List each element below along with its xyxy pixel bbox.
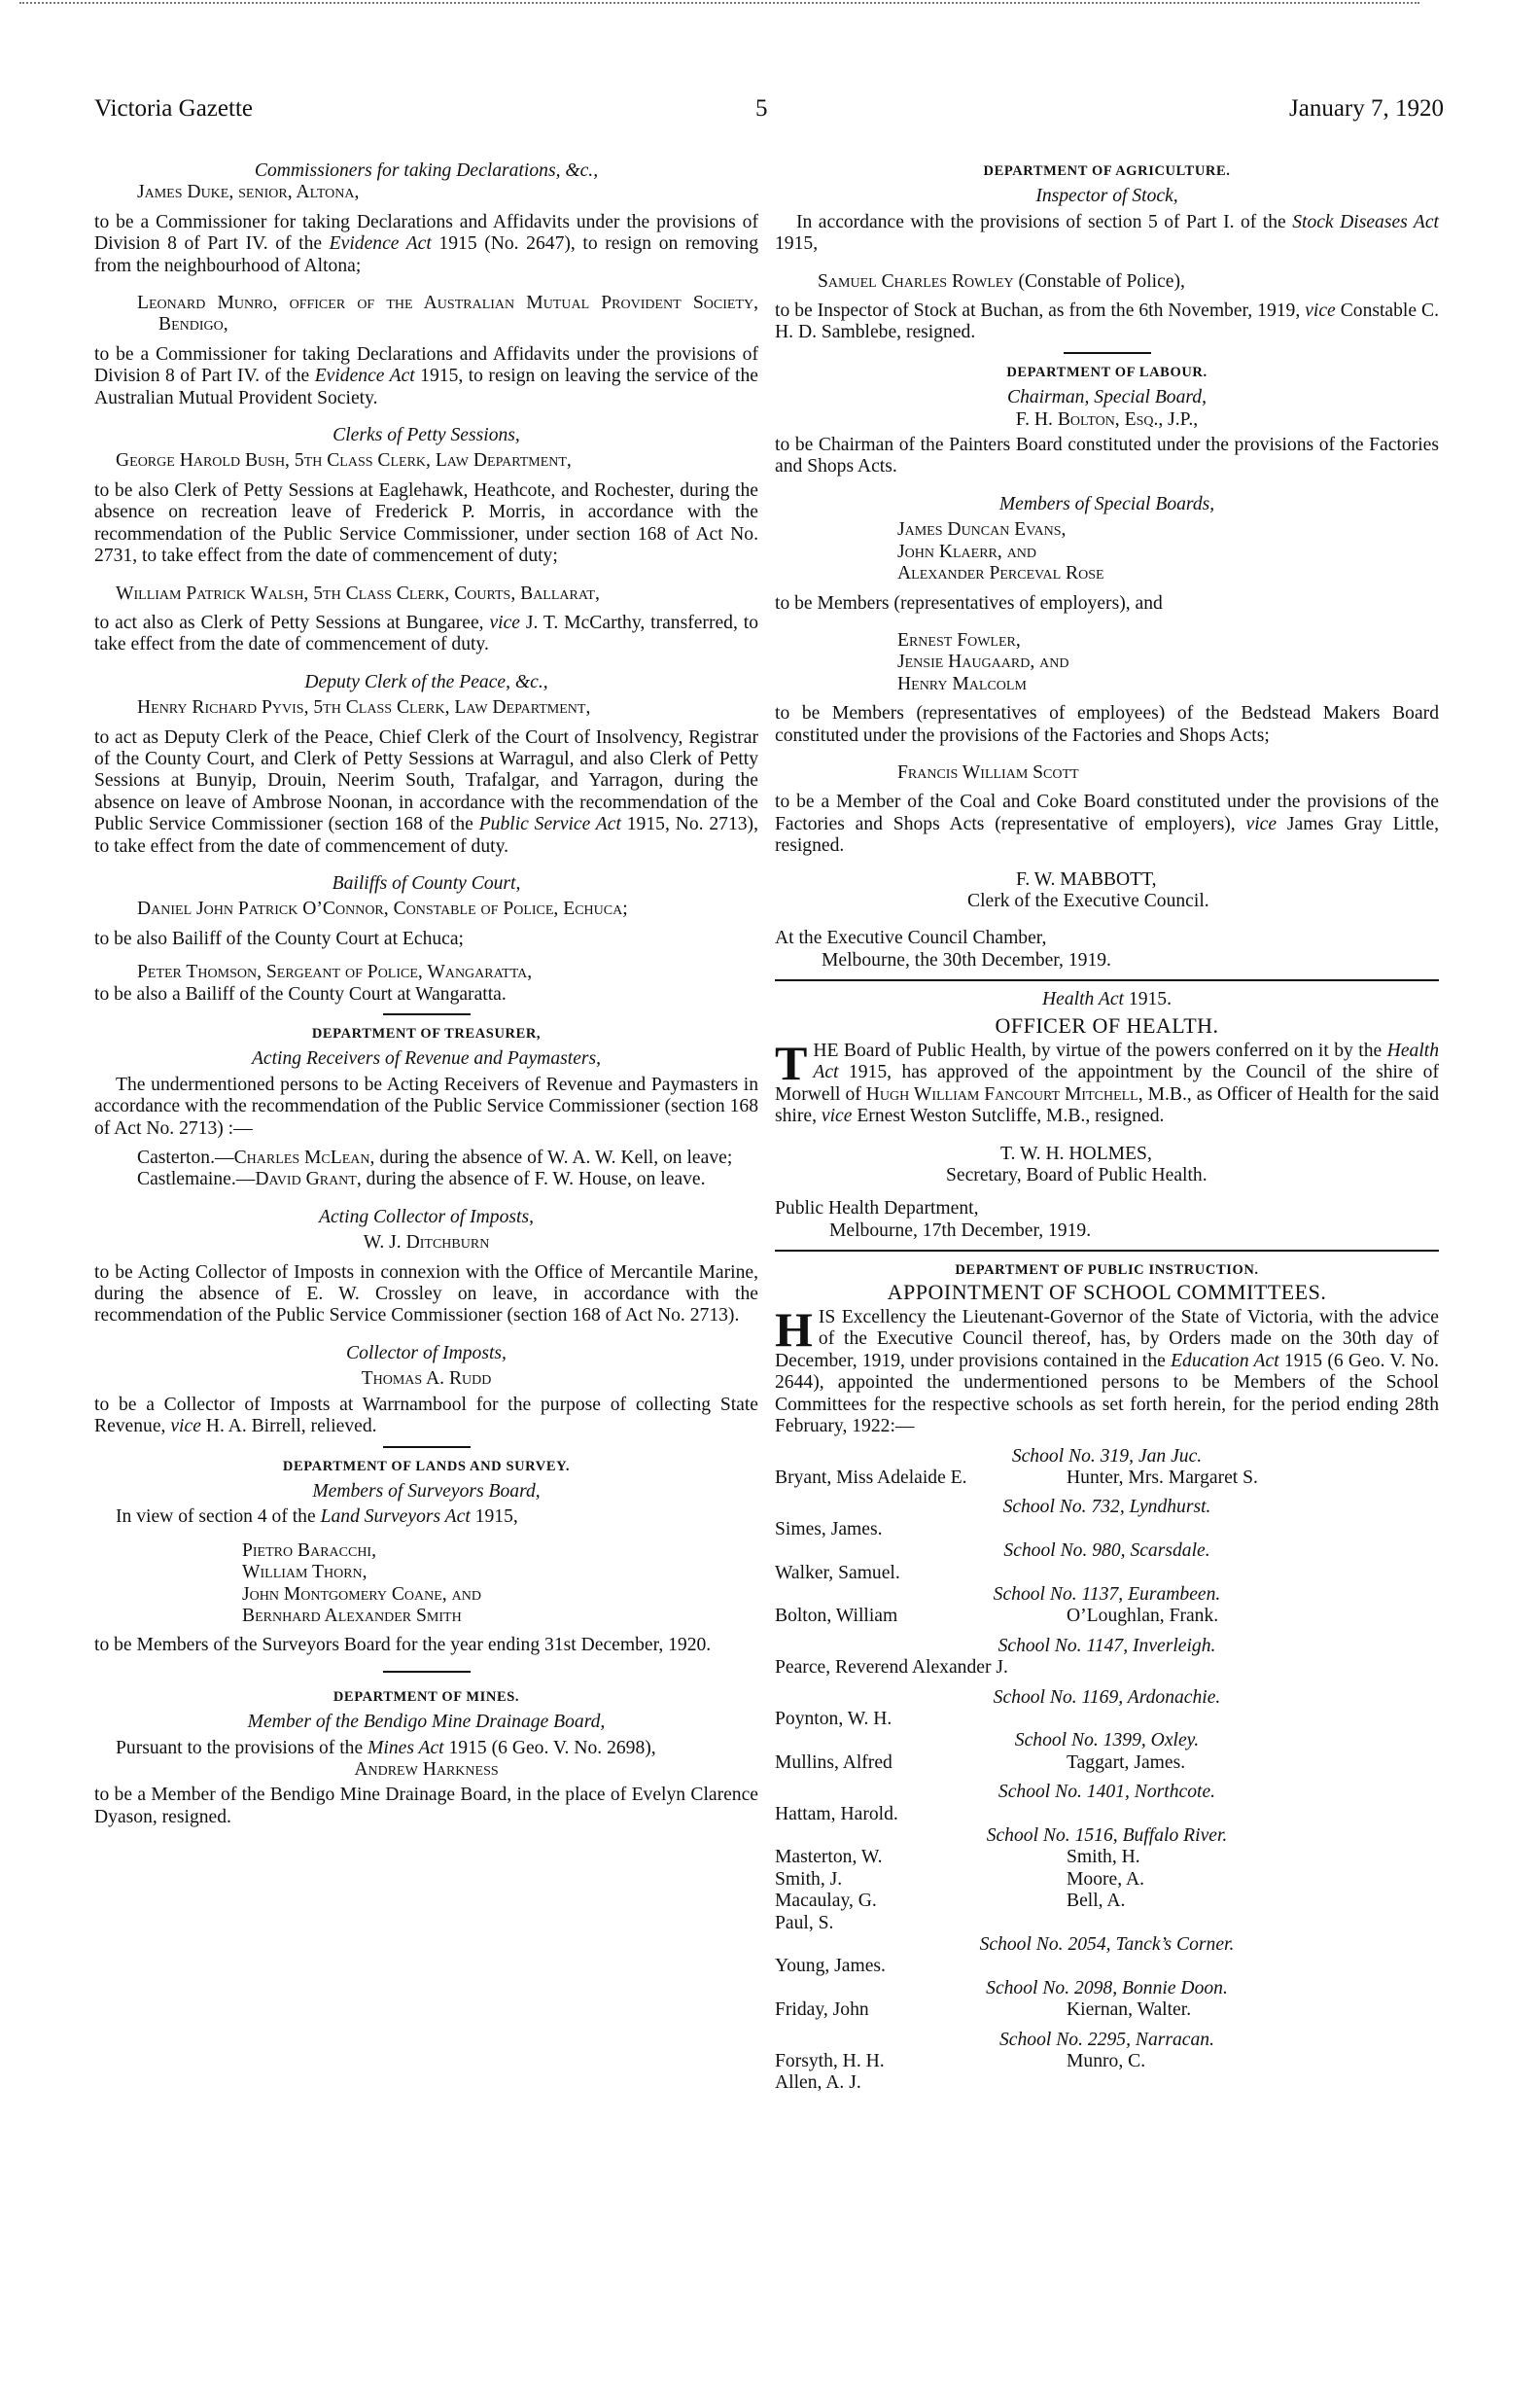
divider <box>383 1013 471 1015</box>
committee-member: Forsyth, H. H. <box>775 2051 885 2072</box>
committee-member-row <box>775 1999 1439 2021</box>
section-heading: Chairman, Special Board, <box>1007 387 1207 408</box>
committee-member-row <box>775 1847 1439 1868</box>
appointee-name: Samuel Charles Rowley (Constable of Police), <box>818 270 1185 292</box>
committee-member: Masterton, W. <box>775 1847 883 1868</box>
school-heading: School No. 2054, Tanck’s Corner. <box>979 1934 1235 1956</box>
act-heading: Health Act 1915. <box>1042 989 1172 1010</box>
paragraph: to be a Commissioner for taking Declarations and Affidavits under the provisions of Division 8 of Part IV. of the Evidence Act 1915 (No. 2647), to resign on removing from the neighbourhood of Altona; <box>94 211 758 276</box>
department-heading: DEPARTMENT OF AGRICULTURE. <box>983 163 1231 179</box>
appointee-name: Francis William Scott <box>897 761 1079 783</box>
school-heading: School No. 2098, Bonnie Doon. <box>986 1977 1228 1998</box>
paragraph: HIS Excellency the Lieutenant-Governor of the State of Victoria, with the advice of the Executive Council thereof, has, by Orders made on the 30th day of December, 1919, under provisions contained in the Education Act 1915 (6 Geo. V. No. 2644), appointed the undermentioned persons to be Members of the School Committees for the respective schools as set forth herein, for the period ending 28th February, 1922:— <box>775 1302 1439 1437</box>
school-heading: School No. 980, Scarsdale. <box>1003 1540 1210 1562</box>
notice-title: OFFICER OF HEALTH. <box>995 1012 1219 1038</box>
paragraph: to be Members (representatives of employees) of the Bedstead Makers Board constituted under the provisions of the Factories and Shops Acts; <box>775 703 1439 746</box>
department-heading: DEPARTMENT OF TREASURER, <box>311 1026 542 1042</box>
committee-member: Bryant, Miss Adelaide E. <box>775 1467 967 1488</box>
divider <box>383 1671 471 1673</box>
committee-member-row <box>775 1752 1439 1774</box>
paragraph: to act also as Clerk of Petty Sessions at Bungaree, vice J. T. McCarthy, transferred, to take effect from the date of commencement of duty. <box>94 612 758 655</box>
paragraph: The undermentioned persons to be Acting Receivers of Revenue and Paymasters in accordance with the recommendation of the Public Service Commissioner (section 168 of Act No. 2713) :— <box>94 1074 758 1139</box>
list-item: James Duncan Evans, <box>897 519 1067 541</box>
list-item: Castlemaine.—David Grant, during the absence of F. W. House, on leave. <box>137 1169 706 1190</box>
appointee-name: George Harold Bush, 5th Class Clerk, Law Department, <box>116 450 572 472</box>
committee-member: Simes, James. <box>775 1518 883 1539</box>
section-heading: Members of Surveyors Board, <box>312 1480 541 1502</box>
place-line: Public Health Department, <box>775 1198 979 1220</box>
committee-member: Macaulay, G. <box>775 1891 877 1912</box>
drop-cap: H <box>775 1302 813 1358</box>
committee-member: O’Loughlan, Frank. <box>1067 1606 1219 1627</box>
committee-member: Munro, C. <box>1067 2051 1146 2072</box>
school-heading: School No. 2295, Narracan. <box>999 2029 1214 2050</box>
paragraph: THE Board of Public Health, by virtue of the powers conferred on it by the Health Act 1915, has approved of the appointment by the Council of the shire of Morwell of Hugh William Fancourt Mitchell, M.B., as Officer of Health for the said shire, vice Ernest Weston Sutcliffe, M.B., resigned. <box>775 1036 1439 1127</box>
department-heading: DEPARTMENT OF PUBLIC INSTRUCTION. <box>955 1262 1259 1279</box>
list-item: Ernest Fowler, <box>897 629 1021 651</box>
school-heading: School No. 1399, Oxley. <box>1014 1730 1200 1751</box>
paragraph: to be a Member of the Bendigo Mine Drainage Board, in the place of Evelyn Clarence Dyason, resigned. <box>94 1785 758 1827</box>
paragraph: to be Members (representatives of employers), and <box>775 592 1163 614</box>
paragraph: to be a Member of the Coal and Coke Board constituted under the provisions of the Factories and Shops Acts (representative of employers), vice James Gray Little, resigned. <box>775 792 1439 857</box>
department-heading: DEPARTMENT OF LABOUR. <box>1006 364 1208 380</box>
paragraph: In accordance with the provisions of section 5 of Part I. of the Stock Diseases Act 1915, <box>775 211 1439 255</box>
section-heading: Deputy Clerk of the Peace, &c., <box>304 671 548 692</box>
list-item: Jensie Haugaard, and <box>897 652 1069 673</box>
school-heading: School No. 1516, Buffalo River. <box>986 1825 1228 1846</box>
section-heading: Clerks of Petty Sessions, <box>332 425 520 446</box>
name-list <box>775 519 1439 584</box>
committee-member-row <box>775 1709 1439 1730</box>
date-line: Melbourne, 17th December, 1919. <box>829 1220 1092 1241</box>
committee-member-row <box>775 1891 1439 1912</box>
appointee-name: Peter Thomson, Sergeant of Police, Wangaratta, <box>137 962 533 983</box>
committee-member: Smith, H. <box>1067 1847 1140 1868</box>
appointee-name: William Patrick Walsh, 5th Class Clerk, Courts, Ballarat, <box>116 583 600 604</box>
divider <box>383 1446 471 1448</box>
list-item: William Thorn, <box>242 1562 368 1583</box>
page-number: 5 <box>755 95 768 122</box>
name-list <box>775 630 1439 695</box>
committee-member-row <box>775 1468 1439 1489</box>
department-heading: DEPARTMENT OF LANDS AND SURVEY. <box>282 1458 571 1474</box>
list-item: Casterton.—Charles McLean, during the absence of W. A. W. Kell, on leave; <box>137 1148 733 1169</box>
committee-member: Taggart, James. <box>1067 1751 1186 1773</box>
appointee-name: Leonard Munro, officer of the Australian Mutual Provident Society, Bendigo, <box>137 293 758 336</box>
appointee-name: Daniel John Patrick O’Connor, Constable of Police, Echuca; <box>137 899 628 920</box>
list-item: John Klaerr, and <box>897 541 1037 562</box>
school-heading: School No. 319, Jan Juc. <box>1011 1445 1203 1467</box>
paragraph: to be also a Bailiff of the County Court at Wangaratta. <box>94 983 507 1005</box>
paragraph: to be also Clerk of Petty Sessions at Eaglehawk, Heathcote, and Rochester, during the absence on recreation leave of Frederick P. Morris, in accordance with the recommendation of the Public Service Commissioner, under section 168 of Act No. 2731, to take effect from the date of commencement of duty; <box>94 479 758 567</box>
divider <box>1064 352 1151 354</box>
paragraph: to be Acting Collector of Imposts in connexion with the Office of Mercantile Marine, during the absence of E. W. Crossley on leave, in accordance with the recommendation of the Public Service Commissioner (section 168 of Act No. 2713). <box>94 1261 758 1326</box>
publication-title: Victoria Gazette <box>94 95 253 122</box>
committee-member: Poynton, W. H. <box>775 1708 892 1729</box>
section-heading: Bailiffs of County Court, <box>332 872 521 894</box>
appointee-name: Andrew Harkness <box>354 1758 499 1780</box>
paragraph: to act as Deputy Clerk of the Peace, Chief Clerk of the Court of Insolvency, Registrar of the County Court, and Clerk of Petty Sessions at Warragul, and also Clerk of Petty Sessions at Bunyip, Drouin, Neerim South, Trafalgar, and Yarragon, during the absence on leave of Ambrose Noonan, in accordance with the recommendation of the Public Service Commissioner (section 168 of the Public Service Act 1915, No. 2713), to take effect from the date of commencement of duty. <box>94 726 758 857</box>
paragraph: to be Chairman of the Painters Board constituted under the provisions of the Factories and Shops Acts. <box>775 435 1439 477</box>
committee-member-row <box>775 2072 1439 2094</box>
school-heading: School No. 1401, Northcote. <box>998 1782 1216 1803</box>
school-heading: School No. 1169, Ardonachie. <box>993 1686 1221 1708</box>
section-heading: Acting Collector of Imposts, <box>319 1206 534 1227</box>
paragraph: to be a Collector of Imposts at Warrnambool for the purpose of collecting State Revenue, vice H. A. Birrell, relieved. <box>94 1394 758 1437</box>
right-column <box>775 160 1439 2095</box>
appointee-name: Henry Richard Pyvis, 5th Class Clerk, Law Department, <box>137 697 591 719</box>
committee-member-row <box>775 1519 1439 1540</box>
drop-cap: T <box>775 1036 808 1090</box>
list-item: Bernhard Alexander Smith <box>242 1605 462 1626</box>
committee-member: Bell, A. <box>1067 1891 1126 1912</box>
committee-member: Kiernan, Walter. <box>1067 1999 1192 2021</box>
list-item: Henry Malcolm <box>897 673 1027 694</box>
scan-top-border <box>19 2 1419 4</box>
paragraph: In view of section 4 of the Land Surveyors Act 1915, <box>116 1506 518 1528</box>
section-heading: Collector of Imposts, <box>346 1342 507 1363</box>
paragraph: to be a Commissioner for taking Declarations and Affidavits under the provisions of Division 8 of Part IV. of the Evidence Act 1915, to resign on leaving the service of the Australian Mutual Provident Society. <box>94 343 758 408</box>
committee-member: Young, James. <box>775 1956 886 1977</box>
committee-member: Moore, A. <box>1067 1868 1145 1890</box>
committee-member: Bolton, William <box>775 1606 898 1627</box>
committee-member: Smith, J. <box>775 1868 843 1890</box>
school-committee-list <box>775 1446 1439 2095</box>
section-heading: Commissioners for taking Declarations, &c., <box>254 160 599 181</box>
list-item: Alexander Perceval Rose <box>897 563 1104 584</box>
appointee-name: F. H. Bolton, Esq., J.P., <box>1015 408 1199 430</box>
signatory-title: Secretary, Board of Public Health. <box>946 1165 1208 1186</box>
date-line: Melbourne, the 30th December, 1919. <box>822 949 1111 971</box>
list-item: John Montgomery Coane, and <box>242 1583 481 1605</box>
list-item: Pietro Baracchi, <box>242 1539 376 1561</box>
committee-member: Hunter, Mrs. Margaret S. <box>1067 1467 1258 1488</box>
paragraph: to be also Bailiff of the County Court at Echuca; <box>94 928 465 949</box>
appointee-name: James Duke, senior, Altona, <box>137 182 360 203</box>
divider <box>775 1250 1439 1252</box>
committee-member: Mullins, Alfred <box>775 1751 892 1773</box>
page-header <box>94 95 1444 130</box>
paragraph: to be Inspector of Stock at Buchan, as from the 6th November, 1919, vice Constable C. H. D. Samblebe, resigned. <box>775 301 1439 343</box>
department-heading: DEPARTMENT OF MINES. <box>332 1688 520 1705</box>
section-heading: Inspector of Stock, <box>1035 186 1178 207</box>
committee-member: Walker, Samuel. <box>775 1562 900 1583</box>
committee-member-row <box>775 1657 1439 1679</box>
paragraph: to be Members of the Surveyors Board for the year ending 31st December, 1920. <box>94 1635 712 1656</box>
school-heading: School No. 1147, Inverleigh. <box>998 1635 1216 1656</box>
committee-member-row <box>775 1869 1439 1891</box>
place-line: At the Executive Council Chamber, <box>775 928 1047 949</box>
committee-member-row <box>775 1956 1439 1977</box>
appointee-name: Thomas A. Rudd <box>361 1368 492 1390</box>
section-heading: Members of Special Boards, <box>998 493 1215 514</box>
school-heading: School No. 1137, Eurambeen. <box>993 1583 1221 1605</box>
issue-date: January 7, 1920 <box>1289 95 1444 122</box>
section-heading: Acting Receivers of Revenue and Paymasters, <box>251 1048 602 1070</box>
committee-member: Allen, A. J. <box>775 2072 861 2094</box>
section-heading: Member of the Bendigo Mine Drainage Board, <box>247 1712 606 1733</box>
committee-member-row <box>775 2051 1439 2072</box>
paragraph: Pursuant to the provisions of the Mines Act 1915 (6 Geo. V. No. 2698), <box>116 1737 656 1758</box>
school-heading: School No. 732, Lyndhurst. <box>1002 1497 1211 1518</box>
appointee-name: W. J. Ditchburn <box>363 1232 490 1254</box>
committee-member-row <box>775 1606 1439 1627</box>
committee-member: Hattam, Harold. <box>775 1803 898 1824</box>
committee-member-row <box>775 1563 1439 1584</box>
committee-member-row <box>775 1804 1439 1825</box>
committee-member: Friday, John <box>775 1999 869 2021</box>
notice-title: APPOINTMENT OF SCHOOL COMMITTEES. <box>887 1279 1327 1304</box>
signatory-title: Clerk of the Executive Council. <box>967 890 1209 911</box>
signatory-name: F. W. MABBOTT, <box>1016 868 1157 890</box>
signatory-name: T. W. H. HOLMES, <box>1000 1143 1152 1164</box>
committee-member-row <box>775 1913 1439 1934</box>
committee-member: Pearce, Reverend Alexander J. <box>775 1657 1008 1679</box>
left-column <box>94 160 758 1828</box>
divider <box>775 979 1439 981</box>
name-list <box>94 1540 758 1628</box>
committee-member: Paul, S. <box>775 1912 834 1933</box>
